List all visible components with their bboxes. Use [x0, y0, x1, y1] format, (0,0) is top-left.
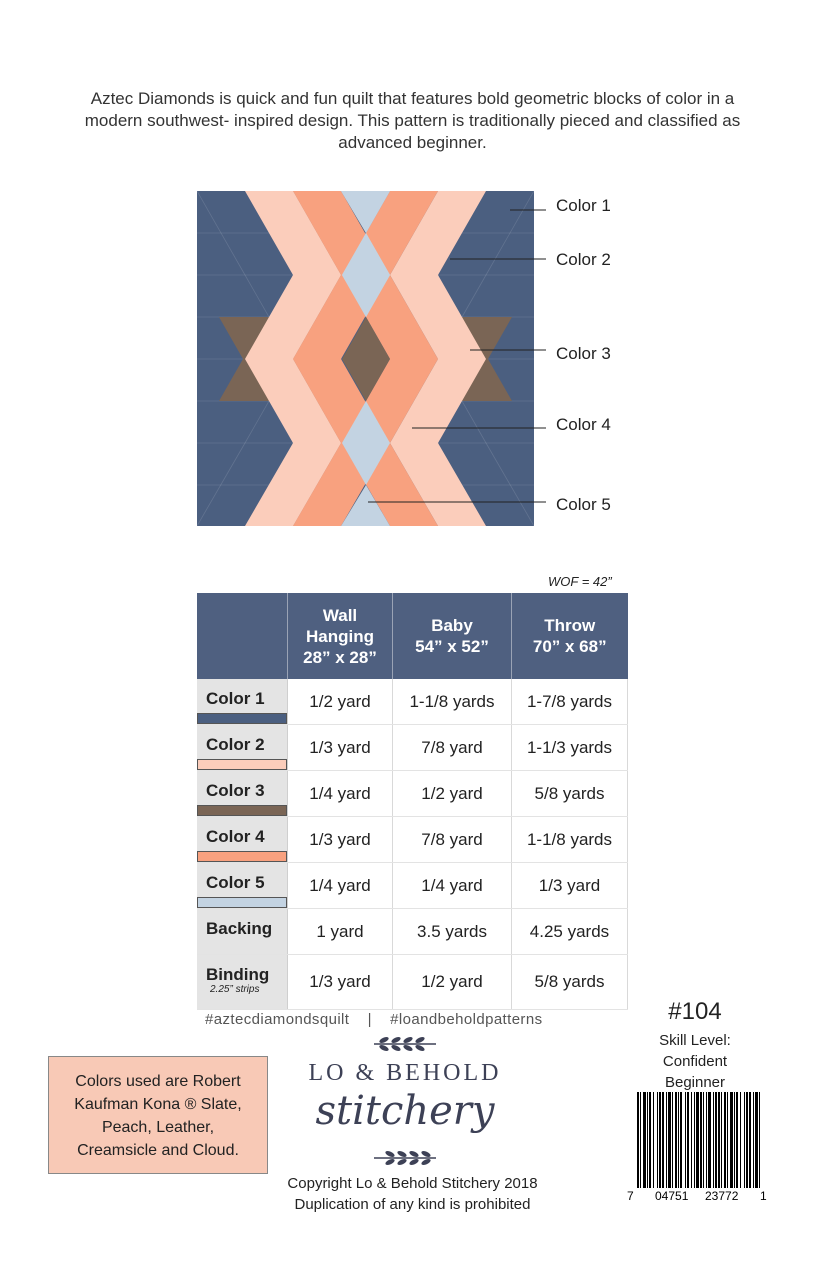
- cell-wall: 1/4 yard: [288, 771, 393, 817]
- barcode-bar: [696, 1092, 699, 1188]
- logo-wordmark: LO & BEHOLD: [308, 1060, 502, 1086]
- cell-baby: 7/8 yard: [393, 817, 512, 863]
- header-wall-l2: Hanging: [306, 626, 374, 646]
- swatch-color1: [197, 713, 287, 724]
- barcode-bar: [680, 1092, 682, 1188]
- barcode-bar: [653, 1092, 654, 1188]
- barcode-bar: [713, 1092, 714, 1188]
- barcode-bar: [736, 1092, 738, 1188]
- table-row: [197, 679, 628, 725]
- color-label-4: Color 4: [556, 415, 611, 434]
- table-row: [197, 909, 628, 955]
- brand-logo: [280, 1030, 530, 1170]
- swatch-color5: [197, 897, 287, 908]
- barcode-bar: [734, 1092, 735, 1188]
- barcode-digits-3: 23772: [705, 1189, 739, 1203]
- color-label-2: Color 2: [556, 250, 611, 269]
- color-label-3: Color 3: [556, 344, 611, 363]
- note-l1: Colors used are Robert: [75, 1073, 241, 1090]
- row-label-backing: Backing: [197, 909, 288, 955]
- cell-throw: 4.25 yards: [512, 909, 628, 955]
- copyright-l1: Copyright Lo & Behold Stitchery 2018: [287, 1175, 538, 1192]
- barcode-digit-1: 7: [627, 1189, 634, 1203]
- skill-l2: Confident: [662, 1053, 728, 1070]
- header-throw-l2: 70” x 68”: [532, 637, 607, 656]
- barcode-bar: [662, 1092, 664, 1188]
- color-label-1: Color 1: [556, 196, 611, 215]
- cell-baby: 7/8 yard: [393, 725, 512, 771]
- note-l3: Peach, Leather,: [101, 1119, 215, 1136]
- barcode-bar: [668, 1092, 671, 1188]
- swatch-color2: [197, 759, 287, 770]
- barcode-bar: [675, 1092, 677, 1188]
- cell-throw: 1-7/8 yards: [512, 679, 628, 725]
- laurel-top-icon: [370, 1034, 440, 1054]
- barcode-digit-4: 1: [760, 1189, 767, 1203]
- yardage-table: [197, 593, 628, 1010]
- header-baby-l2: 54” x 52”: [415, 637, 489, 656]
- header-wall-hanging: [288, 593, 393, 679]
- fabric-note-box: [48, 1056, 268, 1174]
- row-label-color4: Color 4: [197, 817, 288, 863]
- barcode-bar: [666, 1092, 667, 1188]
- note-l2: Kaufman Kona ® Slate,: [74, 1096, 242, 1113]
- cell-wall: 1/3 yard: [288, 817, 393, 863]
- barcode-bars: [637, 1092, 760, 1188]
- header-throw: [512, 593, 628, 679]
- color-label-5: Color 5: [556, 495, 611, 514]
- barcode-bar: [640, 1092, 641, 1188]
- barcode-bar: [715, 1092, 717, 1188]
- table-row: [197, 725, 628, 771]
- barcode-bar: [759, 1092, 760, 1188]
- note-l4: Creamsicle and Cloud.: [77, 1142, 239, 1159]
- hashtags: #aztecdiamondsquilt | #loandbeholdpatterns: [205, 1011, 543, 1028]
- barcode-bar: [691, 1092, 692, 1188]
- row-label-color5: Color 5: [197, 863, 288, 909]
- binding-strip-note: 2.25” strips: [210, 984, 260, 995]
- barcode-bar: [746, 1092, 748, 1188]
- barcode-bar: [687, 1092, 689, 1188]
- skill-l1: Skill Level:: [659, 1032, 731, 1049]
- wof-note: WOF = 42”: [548, 574, 612, 589]
- row-label-color3: Color 3: [197, 771, 288, 817]
- cell-baby: 1/2 yard: [393, 771, 512, 817]
- header-baby: [393, 593, 512, 679]
- swatch-color3: [197, 805, 287, 816]
- skill-level: [640, 1030, 750, 1093]
- barcode-bar: [672, 1092, 673, 1188]
- row-label-color1: Color 1: [197, 679, 288, 725]
- header-wall-l1: Wall: [322, 605, 358, 625]
- barcode-bar: [643, 1092, 646, 1188]
- cell-baby: 1-1/8 yards: [393, 679, 512, 725]
- row-label-binding: Binding 2.25” strips: [197, 955, 288, 1010]
- table-row: [197, 955, 628, 1010]
- cell-throw: 5/8 yards: [512, 771, 628, 817]
- barcode-bar: [744, 1092, 745, 1188]
- barcode-bar: [657, 1092, 658, 1188]
- table-row: [197, 863, 628, 909]
- logo-script: stitchery: [315, 1088, 495, 1134]
- barcode: [625, 1092, 770, 1207]
- barcode-bar: [694, 1092, 695, 1188]
- cell-baby: 3.5 yards: [393, 909, 512, 955]
- header-empty: [197, 593, 288, 679]
- barcode-bar: [700, 1092, 702, 1188]
- barcode-bar: [718, 1092, 720, 1188]
- pattern-number: #104: [668, 998, 722, 1025]
- barcode-digits-2: 04751: [655, 1189, 689, 1203]
- cell-throw: 5/8 yards: [512, 955, 628, 1010]
- swatch-color4: [197, 851, 287, 862]
- cell-baby: 1/4 yard: [393, 863, 512, 909]
- header-wall-l3: 28” x 28”: [303, 647, 377, 667]
- copyright-notice: [255, 1173, 570, 1215]
- cell-baby: 1/2 yard: [393, 955, 512, 1010]
- cell-wall: 1 yard: [288, 909, 393, 955]
- copyright-l2: Duplication of any kind is prohibited: [294, 1196, 531, 1213]
- barcode-bar: [755, 1092, 758, 1188]
- barcode-bar: [647, 1092, 648, 1188]
- header-baby-l1: Baby: [431, 616, 473, 635]
- cell-throw: 1/3 yard: [512, 863, 628, 909]
- barcode-bar: [703, 1092, 704, 1188]
- laurel-bottom-icon: [370, 1148, 440, 1168]
- barcode-bar: [678, 1092, 679, 1188]
- table-row: [197, 771, 628, 817]
- header-throw-l1: Throw: [544, 616, 596, 635]
- barcode-bar: [749, 1092, 751, 1188]
- barcode-bar: [727, 1092, 728, 1188]
- pattern-description: Aztec Diamonds is quick and fun quilt that features bold geometric blocks of color in a modern southwest- inspired design. This pattern is traditionally pieced and classified as advanced beginner.: [84, 89, 741, 152]
- barcode-bar: [659, 1092, 661, 1188]
- barcode-bar: [721, 1092, 722, 1188]
- barcode-bar: [740, 1092, 741, 1188]
- barcode-bar: [637, 1092, 639, 1188]
- barcode-bar: [649, 1092, 651, 1188]
- barcode-bar: [724, 1092, 726, 1188]
- barcode-bar: [708, 1092, 711, 1188]
- barcode-bar: [730, 1092, 733, 1188]
- cell-wall: 1/3 yard: [288, 955, 393, 1010]
- barcode-bar: [685, 1092, 686, 1188]
- table-row: [197, 817, 628, 863]
- cell-wall: 1/3 yard: [288, 725, 393, 771]
- barcode-bar: [753, 1092, 754, 1188]
- cell-wall: 1/4 yard: [288, 863, 393, 909]
- row-label-color2: Color 2: [197, 725, 288, 771]
- table-header-row: [197, 593, 628, 679]
- cell-wall: 1/2 yard: [288, 679, 393, 725]
- skill-l3: Beginner: [664, 1074, 726, 1091]
- barcode-bar: [706, 1092, 707, 1188]
- cell-throw: 1-1/8 yards: [512, 817, 628, 863]
- cell-throw: 1-1/3 yards: [512, 725, 628, 771]
